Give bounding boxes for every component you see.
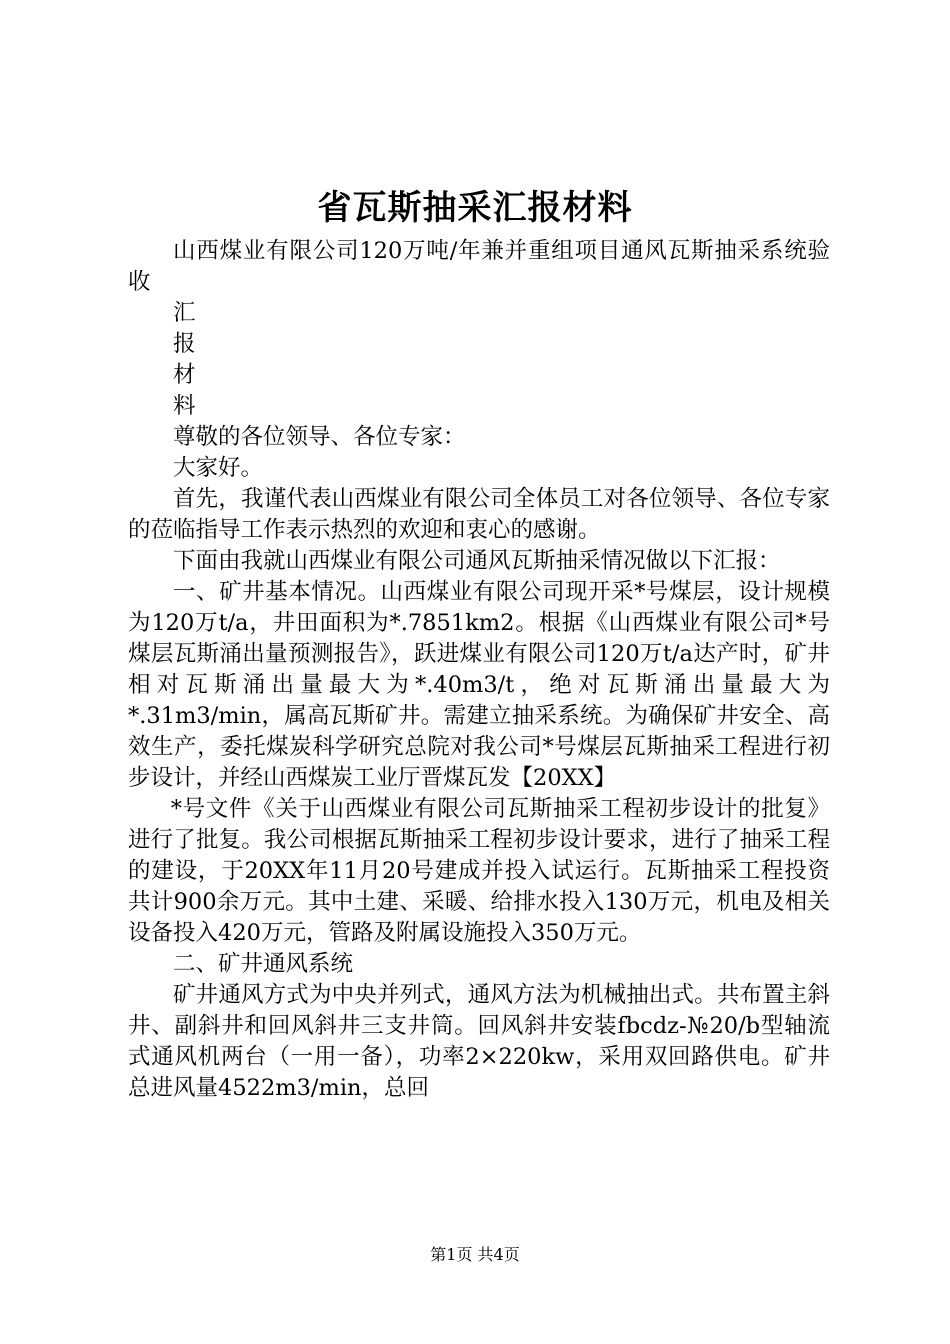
paragraph-ventilation: 矿井通风方式为中央并列式，通风方法为机械抽出式。共布置主斜井、副斜井和回风斜井三支井筒。回风斜井安装fbcdz-№20/b型轴流式通风机两台（一用一备），功率2×220kw，采用双回路供电。矿井总进风量4522m3/min，总回 [128, 982, 830, 1101]
greeting: 大家好。 [173, 455, 264, 481]
paragraph-approval: *号文件《关于山西煤业有限公司瓦斯抽采工程初步设计的批复》进行了批复。我公司根据瓦斯抽采工程初步设计要求，进行了抽采工程的建设，于20XX年11月20号建成并投入试运行。瓦斯抽采工程投资共计900余万元。其中土建、采暖、给排水投入130万元，机电及相关设备投入420万元，管路及附属设施投入350万元。 [128, 796, 830, 946]
vertical-char-3: 材 [173, 362, 196, 388]
document-body [128, 236, 830, 1104]
paragraph-thanks: 首先，我谨代表山西煤业有限公司全体员工对各位领导、各位专家的莅临指导工作表示热烈的欢迎和衷心的感谢。 [128, 486, 830, 543]
salutation: 尊敬的各位领导、各位专家： [173, 424, 466, 450]
document-title: 省瓦斯抽采汇报材料 [317, 188, 633, 228]
intro-line: 山西煤业有限公司120万吨/年兼并重组项目通风瓦斯抽采系统验收 [128, 238, 830, 295]
vertical-char-1: 汇 [173, 300, 196, 326]
vertical-char-4: 料 [173, 393, 196, 419]
paragraph-mine-overview: 一、矿井基本情况。山西煤业有限公司现开采*号煤层，设计规模为120万t/a，井田面积为*.7851km2。根据《山西煤业有限公司*号煤层瓦斯涌出量预测报告》，跃进煤业有限公司120万t/a达产时，矿井相对瓦斯涌出量最大为*.40m3/t，绝对瓦斯涌出量最大为*.31m3/min，属高瓦斯矿井。需建立抽采系统。为确保矿井安全、高效生产，委托煤炭科学研究总院对我公司*号煤层瓦斯抽采工程进行初步设计，并经山西煤炭工业厅晋煤瓦发【20XX】 [128, 579, 830, 791]
paragraph-report-intro: 下面由我就山西煤业有限公司通风瓦斯抽采情况做以下汇报： [173, 548, 781, 574]
section-heading-ventilation: 二、矿井通风系统 [173, 951, 354, 977]
vertical-char-2: 报 [173, 331, 196, 357]
page-number-footer: 第1页 共4页 [430, 1245, 520, 1264]
